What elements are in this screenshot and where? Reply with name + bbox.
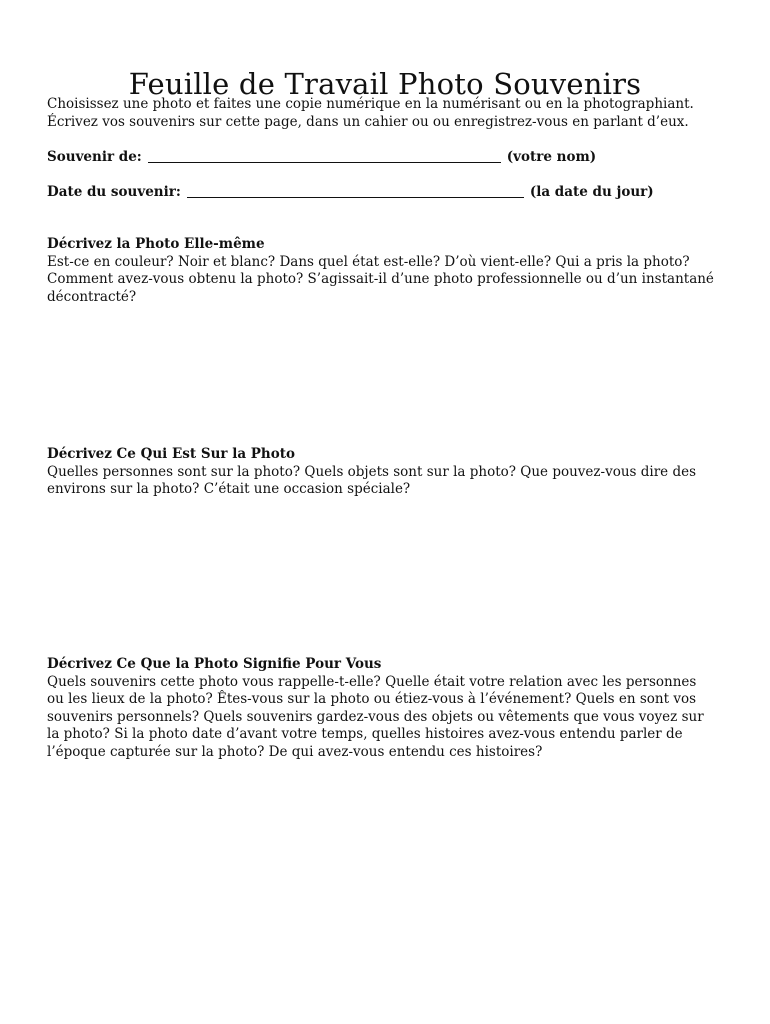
section-text-line: Comment avez-vous obtenu la photo? S’agissait-il d’une photo professionnelle ou d’un instantané: [47, 271, 714, 287]
souvenir-de-field: [47, 148, 596, 166]
section-photo-itself: [47, 236, 737, 306]
section-text-line: Quelles personnes sont sur la photo? Quels objets sont sur la photo? Que pouvez-vous dire des: [47, 463, 697, 480]
souvenir-de-hint: (votre nom): [506, 149, 597, 165]
section-heading: Décrivez Ce Qui Est Sur la Photo: [47, 446, 295, 462]
date-hint: (la date du jour): [529, 184, 654, 200]
section-text-line: environs sur la photo? C’était une occasion spéciale?: [47, 481, 411, 497]
section-heading: Décrivez Ce Que la Photo Signifie Pour Vous: [47, 656, 382, 672]
section-text-line: Est-ce en couleur? Noir et blanc? Dans quel état est-elle? D’où vient-elle? Qui a pris la photo?: [47, 253, 690, 270]
intro-text: [47, 95, 737, 131]
date-label: Date du souvenir:: [47, 184, 181, 200]
section-photo-meaning: [47, 656, 737, 761]
date-field: [47, 183, 654, 201]
date-input-line[interactable]: [187, 185, 524, 198]
section-text-line: Quels souvenirs cette photo vous rappelle-t-elle? Quelle était votre relation avec les personnes: [47, 673, 697, 690]
souvenir-de-label: Souvenir de:: [47, 149, 142, 165]
page-title: Feuille de Travail Photo Souvenirs: [128, 67, 642, 102]
section-photo-content: [47, 446, 737, 499]
section-text-line: l’époque capturée sur la photo? De qui avez-vous entendu ces histoires?: [47, 743, 543, 760]
section-text-line: ou les lieux de la photo? Êtes-vous sur la photo ou étiez-vous à l’événement? Quels en sont vos: [47, 691, 697, 707]
souvenir-de-input-line[interactable]: [148, 150, 501, 163]
intro-line: Écrivez vos souvenirs sur cette page, dans un cahier ou ou enregistrez-vous en parlant d’eux.: [47, 114, 689, 130]
intro-line: Choisissez une photo et faites une copie numérique en la numérisant ou en la photographiant.: [47, 96, 694, 112]
section-text-line: décontracté?: [47, 288, 137, 305]
section-text-line: la photo? Si la photo date d’avant votre temps, quelles histoires avez-vous entendu parler de: [47, 726, 683, 742]
section-heading: Décrivez la Photo Elle-même: [47, 236, 265, 252]
section-text-line: souvenirs personnels? Quels souvenirs gardez-vous des objets ou vêtements que vous voyez sur: [47, 708, 704, 725]
